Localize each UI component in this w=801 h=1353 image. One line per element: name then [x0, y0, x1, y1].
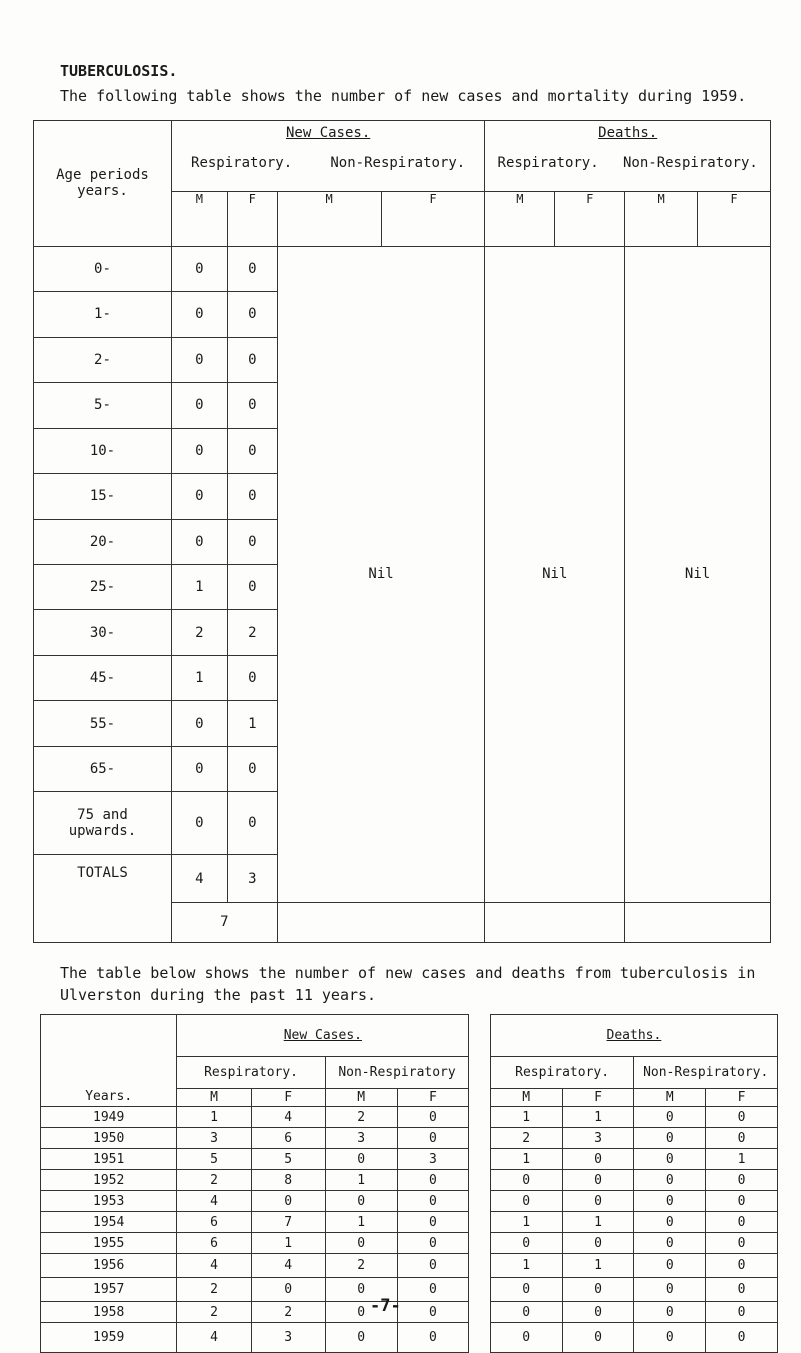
year-cell: 1952 [41, 1170, 177, 1191]
value-cell: 0 [397, 1170, 469, 1191]
age-cell: 20- [34, 519, 172, 564]
t2-d-rm-header: M [490, 1089, 562, 1107]
value-cell: 4 [251, 1107, 325, 1128]
value-cell: 4 [251, 1254, 325, 1278]
blank-cell [277, 902, 485, 942]
value-cell: 0 [562, 1323, 634, 1353]
value-cell: 0 [325, 1149, 397, 1170]
value-cell: 0 [634, 1128, 706, 1149]
value-cell: 0 [490, 1170, 562, 1191]
resp-f-cell: 0 [227, 292, 277, 337]
t2-d-nf-header: F [706, 1089, 778, 1107]
resp-f-cell: 0 [227, 246, 277, 291]
page-number: -7- [370, 1296, 401, 1316]
table-row [41, 1233, 778, 1254]
value-cell: 2 [251, 1302, 325, 1323]
nc-nonresp-f-header: F [381, 192, 485, 246]
value-cell: 0 [706, 1128, 778, 1149]
value-cell: 0 [325, 1302, 397, 1323]
value-cell: 2 [325, 1107, 397, 1128]
value-cell: 0 [397, 1107, 469, 1128]
value-cell: 6 [177, 1233, 251, 1254]
resp-f-cell: 0 [227, 474, 277, 519]
value-cell: 2 [177, 1302, 251, 1323]
value-cell: 1 [490, 1149, 562, 1170]
d-nonresp-m-header: M [625, 192, 698, 246]
resp-m-cell: 0 [171, 792, 227, 855]
value-cell: 0 [397, 1323, 469, 1353]
value-cell: 0 [562, 1278, 634, 1302]
years-header: Years. [41, 1015, 177, 1107]
resp-m-cell: 0 [171, 701, 227, 746]
resp-m-cell: 0 [171, 519, 227, 564]
table-row [41, 1323, 778, 1353]
year-cell: 1958 [41, 1302, 177, 1323]
value-cell: 0 [325, 1278, 397, 1302]
blank-cell [485, 902, 625, 942]
year-cell: 1956 [41, 1254, 177, 1278]
value-cell: 0 [634, 1191, 706, 1212]
new-cases-header: New Cases. [285, 125, 371, 141]
nc-nonresp-m-header: M [277, 192, 381, 246]
value-cell: 0 [634, 1302, 706, 1323]
resp-f-cell: 0 [227, 519, 277, 564]
age-header-cell [34, 121, 172, 247]
value-cell: 0 [562, 1191, 634, 1212]
value-cell: 2 [177, 1278, 251, 1302]
value-cell: 0 [706, 1323, 778, 1353]
value-cell: 0 [706, 1233, 778, 1254]
value-cell: 0 [562, 1170, 634, 1191]
value-cell: 2 [490, 1128, 562, 1149]
resp-m-cell: 0 [171, 292, 227, 337]
resp-m-cell: 1 [171, 655, 227, 700]
new-nonresp-nil-cell [277, 246, 485, 902]
value-cell: 0 [706, 1107, 778, 1128]
age-cell: 15- [34, 474, 172, 519]
year-cell: 1950 [41, 1128, 177, 1149]
value-cell: 0 [325, 1233, 397, 1254]
death-nonresp-nil-cell [625, 246, 771, 902]
age-cell: 30- [34, 610, 172, 655]
value-cell: 0 [634, 1212, 706, 1233]
resp-m-cell: 0 [171, 337, 227, 382]
resp-f-cell: 1 [227, 701, 277, 746]
age-table [33, 120, 771, 943]
value-cell: 1 [562, 1254, 634, 1278]
value-cell: 0 [706, 1302, 778, 1323]
value-cell: 0 [706, 1254, 778, 1278]
value-cell: 0 [490, 1191, 562, 1212]
resp-f-cell: 0 [227, 792, 277, 855]
t2-d-rf-header: F [562, 1089, 634, 1107]
t2-new-cases-header: New Cases. [177, 1015, 469, 1057]
value-cell: 1 [490, 1254, 562, 1278]
value-cell: 0 [706, 1278, 778, 1302]
resp-f-cell: 2 [227, 610, 277, 655]
deaths-header: Deaths. [598, 125, 658, 141]
death-resp-nil-cell [485, 246, 625, 902]
value-cell: 0 [634, 1254, 706, 1278]
age-cell: 0- [34, 246, 172, 291]
blank-cell [625, 902, 771, 942]
value-cell: 0 [706, 1191, 778, 1212]
year-cell: 1959 [41, 1323, 177, 1353]
d-nonresp-f-header: F [698, 192, 771, 246]
nil-text: Nil [684, 566, 711, 583]
resp-m-cell: 0 [171, 746, 227, 791]
age-cell: 25- [34, 565, 172, 610]
value-cell: 1 [490, 1107, 562, 1128]
resp-f-cell: 0 [227, 337, 277, 382]
nil-text: Nil [368, 566, 394, 583]
t2-d-resp-header: Respiratory. [490, 1057, 634, 1089]
value-cell: 0 [562, 1302, 634, 1323]
year-cell: 1949 [41, 1107, 177, 1128]
age-cell: 1- [34, 292, 172, 337]
value-cell: 1 [251, 1233, 325, 1254]
value-cell: 0 [490, 1278, 562, 1302]
year-cell: 1955 [41, 1233, 177, 1254]
value-cell: 0 [634, 1323, 706, 1353]
value-cell: 0 [634, 1278, 706, 1302]
value-cell: 1 [325, 1170, 397, 1191]
year-cell: 1953 [41, 1191, 177, 1212]
table-row [41, 1254, 778, 1278]
death-nonresp-header: Non-Respiratory. [622, 155, 758, 171]
new-resp-header: Respiratory. [191, 155, 293, 171]
resp-f-cell: 0 [227, 565, 277, 610]
value-cell: 0 [490, 1302, 562, 1323]
value-cell: 0 [325, 1323, 397, 1353]
resp-m-cell: 0 [171, 428, 227, 473]
history-table [40, 1014, 778, 1353]
resp-m-cell: 0 [171, 383, 227, 428]
intro-text: The following table shows the number of new cases and mortality during 1959. [60, 87, 747, 105]
totals-label: TOTALS [34, 855, 172, 943]
value-cell: 0 [251, 1278, 325, 1302]
age-cell: 65- [34, 746, 172, 791]
table-row [41, 1302, 778, 1323]
value-cell: 4 [177, 1254, 251, 1278]
grand-total-cell: 7 [171, 902, 277, 942]
totals-f-cell: 3 [227, 855, 277, 903]
year-cell: 1954 [41, 1212, 177, 1233]
nc-resp-m-header: M [171, 192, 227, 246]
table-row [41, 1212, 778, 1233]
t2-nc-nm-header: M [325, 1089, 397, 1107]
year-cell: 1957 [41, 1278, 177, 1302]
resp-f-cell: 0 [227, 383, 277, 428]
value-cell: 1 [562, 1212, 634, 1233]
t2-nc-rm-header: M [177, 1089, 251, 1107]
value-cell: 5 [177, 1149, 251, 1170]
t2-d-nonresp-header: Non-Respiratory. [634, 1057, 778, 1089]
value-cell: 0 [397, 1128, 469, 1149]
table-row [41, 1191, 778, 1212]
value-cell: 1 [490, 1212, 562, 1233]
value-cell: 0 [397, 1254, 469, 1278]
value-cell: 0 [562, 1149, 634, 1170]
value-cell: 0 [634, 1170, 706, 1191]
t2-nc-resp-header: Respiratory. [177, 1057, 325, 1089]
value-cell: 0 [562, 1233, 634, 1254]
value-cell: 1 [177, 1107, 251, 1128]
year-cell: 1951 [41, 1149, 177, 1170]
value-cell: 8 [251, 1170, 325, 1191]
value-cell: 0 [251, 1191, 325, 1212]
value-cell: 0 [325, 1191, 397, 1212]
value-cell: 2 [177, 1170, 251, 1191]
d-resp-m-header: M [485, 192, 555, 246]
value-cell: 0 [706, 1212, 778, 1233]
value-cell: 3 [397, 1149, 469, 1170]
deaths-header-cell [485, 121, 771, 192]
resp-m-cell: 0 [171, 246, 227, 291]
value-cell: 0 [397, 1278, 469, 1302]
value-cell: 0 [634, 1149, 706, 1170]
nil-text: Nil [542, 566, 568, 583]
gap-column [469, 1015, 491, 1353]
value-cell: 6 [251, 1128, 325, 1149]
table-row [41, 1128, 778, 1149]
table-row [34, 246, 771, 291]
table-row [41, 1107, 778, 1128]
table-row [41, 1170, 778, 1191]
value-cell: 0 [706, 1170, 778, 1191]
table-row [41, 1278, 778, 1302]
age-cell: 45- [34, 655, 172, 700]
value-cell: 4 [177, 1323, 251, 1353]
value-cell: 0 [490, 1323, 562, 1353]
value-cell: 3 [562, 1128, 634, 1149]
value-cell: 1 [562, 1107, 634, 1128]
value-cell: 2 [325, 1254, 397, 1278]
mid-text-line1: The table below shows the number of new cases and deaths from tuberculosis in [60, 964, 756, 982]
page-heading: TUBERCULOSIS. [60, 62, 178, 80]
value-cell: 3 [177, 1128, 251, 1149]
resp-f-cell: 0 [227, 746, 277, 791]
t2-d-nm-header: M [634, 1089, 706, 1107]
value-cell: 5 [251, 1149, 325, 1170]
mid-text-line2: Ulverston during the past 11 years. [60, 986, 377, 1004]
value-cell: 0 [397, 1302, 469, 1323]
table-row [41, 1149, 778, 1170]
value-cell: 3 [325, 1128, 397, 1149]
t2-deaths-header: Deaths. [490, 1015, 777, 1057]
age-cell: 55- [34, 701, 172, 746]
new-nonresp-header: Non-Respiratory. [330, 155, 466, 171]
resp-f-cell: 0 [227, 428, 277, 473]
age-cell: 5- [34, 383, 172, 428]
resp-m-cell: 0 [171, 474, 227, 519]
value-cell: 3 [251, 1323, 325, 1353]
t2-nc-rf-header: F [251, 1089, 325, 1107]
value-cell: 1 [325, 1212, 397, 1233]
age-cell: 75 and upwards. [34, 792, 172, 855]
value-cell: 1 [706, 1149, 778, 1170]
value-cell: 0 [397, 1191, 469, 1212]
value-cell: 6 [177, 1212, 251, 1233]
value-cell: 0 [397, 1212, 469, 1233]
age-cell: 2- [34, 337, 172, 382]
t2-nc-nonresp-header: Non-Respiratory [325, 1057, 469, 1089]
value-cell: 0 [634, 1107, 706, 1128]
resp-m-cell: 1 [171, 565, 227, 610]
age-cell: 10- [34, 428, 172, 473]
value-cell: 0 [397, 1233, 469, 1254]
totals-m-cell: 4 [171, 855, 227, 903]
d-resp-f-header: F [555, 192, 625, 246]
new-cases-header-cell [171, 121, 484, 192]
t2-nc-nf-header: F [397, 1089, 469, 1107]
value-cell: 4 [177, 1191, 251, 1212]
value-cell: 0 [490, 1233, 562, 1254]
death-resp-header: Respiratory. [497, 155, 599, 171]
nc-resp-f-header: F [227, 192, 277, 246]
age-header: Age periods years. [56, 167, 149, 200]
value-cell: 7 [251, 1212, 325, 1233]
resp-m-cell: 2 [171, 610, 227, 655]
resp-f-cell: 0 [227, 655, 277, 700]
value-cell: 0 [634, 1233, 706, 1254]
